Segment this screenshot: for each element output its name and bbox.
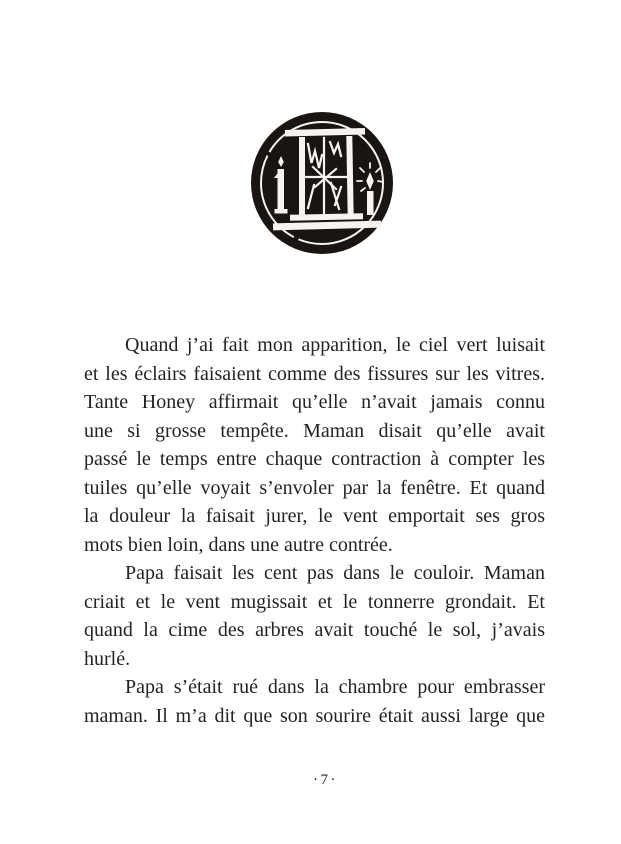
text-line: quand la cime des arbres avait touché le sol, j’avais [84,619,545,641]
text-line: hurlé. [84,647,131,670]
text-line: maman. Il m’a dit que son sourire était aussi large que [84,704,545,727]
text-line: passé le temps entre chaque contraction à compter les [84,448,545,470]
text-line: mots bien loin, dans une autre contrée. [84,533,393,556]
text-line: Papa s’était rué dans la chambre pour embrasser [125,676,545,698]
text-line: Tante Honey affirmait qu’elle n’avait jamais connu [84,391,545,413]
window-lightning-candles-icon [250,111,394,255]
paragraph-1 [84,331,545,559]
text-line: Papa faisait les cent pas dans le couloir. Maman [125,562,545,584]
paragraph-2 [84,559,545,673]
text-line: et les éclairs faisaient comme des fissures sur les vitres. [84,362,545,385]
chapter-emblem-illustration [250,111,394,255]
text-line: Quand j’ai fait mon apparition, le ciel vert luisait [125,334,545,356]
text-line: tuiles qu’elle voyait s’envoler par la fenêtre. Et quand [84,476,545,499]
body-text [84,331,545,730]
text-line: criait et le vent mugissait et le tonnerre grondait. Et [84,590,545,613]
text-line: la douleur la faisait jurer, le vent emportait ses gros [84,505,545,527]
text-line: une si grosse tempête. Maman disait qu’elle avait [84,419,545,442]
paragraph-3 [84,673,545,730]
page-number: ·7· [313,772,338,788]
